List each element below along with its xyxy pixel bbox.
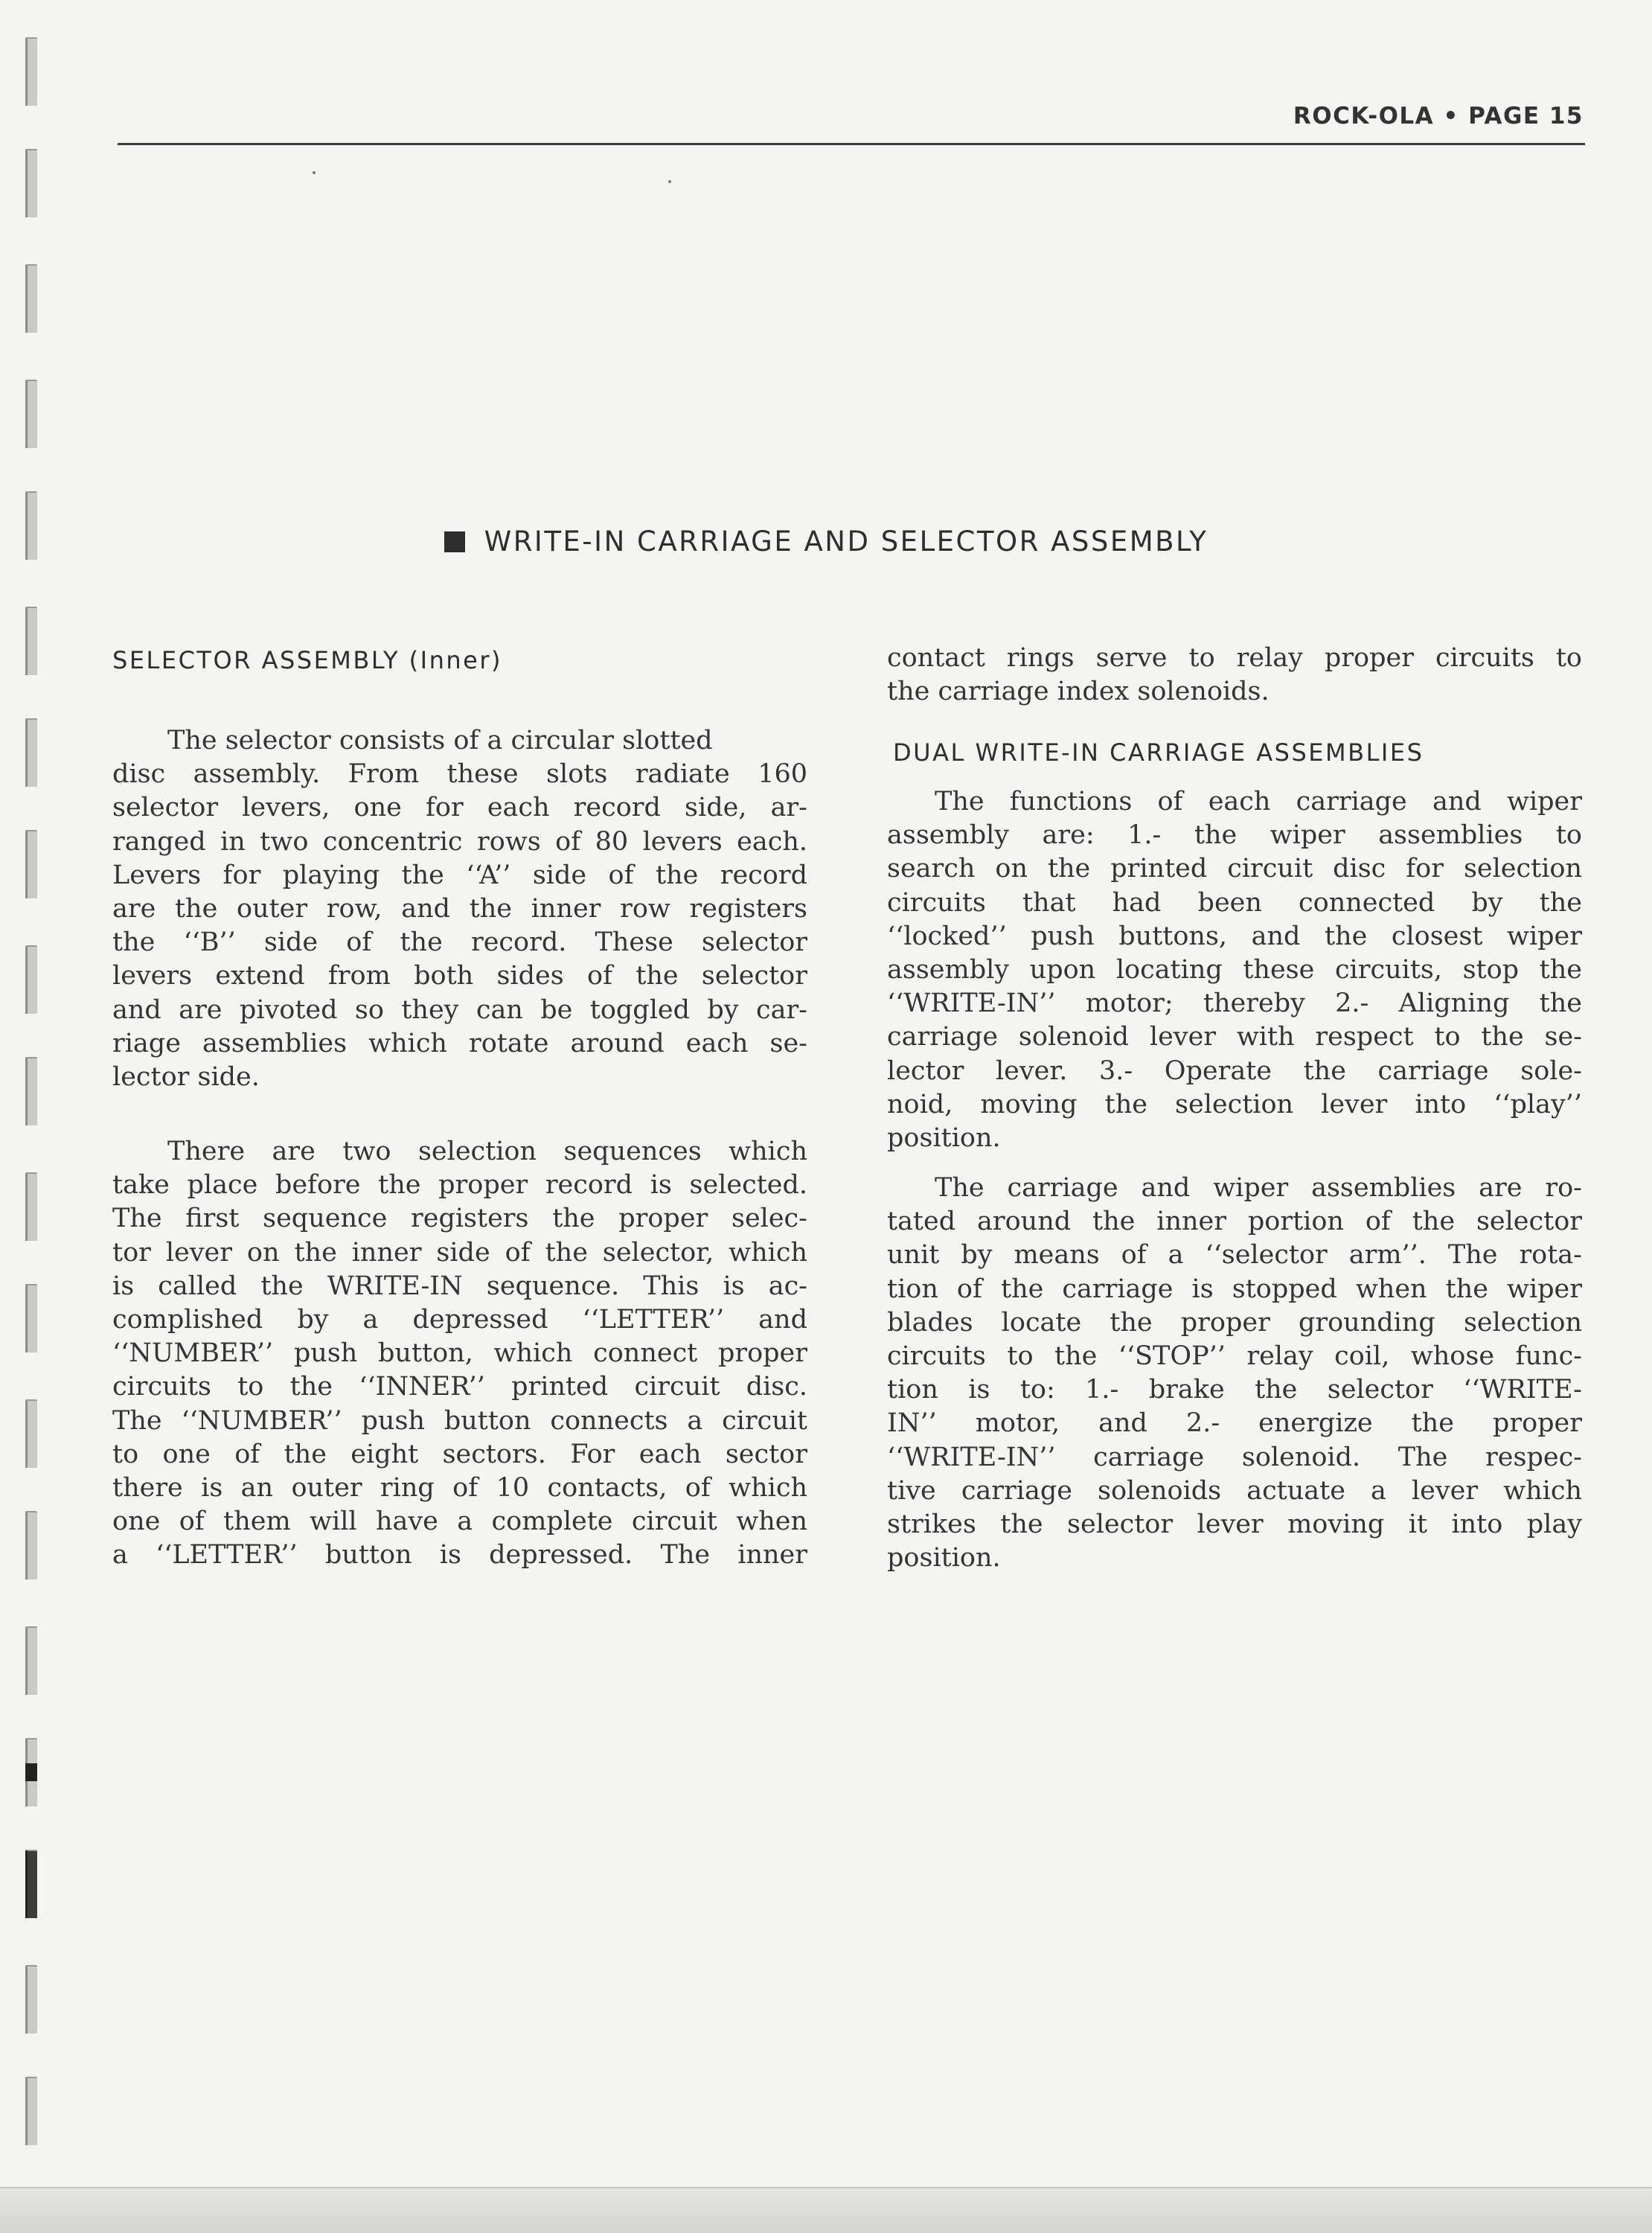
paragraph-continuation (887, 642, 1582, 709)
paragraph (112, 1135, 807, 1573)
text-line: the carriage index solenoids. (887, 677, 1270, 707)
text-line: ‘‘WRITE-IN’’ carriage solenoid. The respec- (887, 1442, 1582, 1472)
text-line: selector levers, one for each record side, ar- (112, 793, 807, 823)
text-line: is called the WRITE-IN sequence. This is ac- (112, 1271, 807, 1301)
binding-hole (25, 945, 37, 1014)
text-line: complished by a depressed ‘‘LETTER’’ and (112, 1305, 807, 1335)
text-line: circuits that had been connected by the (887, 887, 1582, 918)
binding-hole (25, 830, 37, 898)
text-line: there is an outer ring of 10 contacts, of which (112, 1473, 807, 1504)
text-line: blades locate the proper grounding selection (887, 1307, 1582, 1338)
section-heading-text: WRITE-IN CARRIAGE AND SELECTOR ASSEMBLY (484, 525, 1208, 558)
binding-hole (25, 607, 37, 675)
text-line: Levers for playing the ‘‘A’’ side of the record (112, 860, 807, 890)
text-line: a ‘‘LETTER’’ button is depressed. The inner (112, 1540, 807, 1571)
text-line: disc assembly. From these slots radiate 160 (112, 759, 807, 790)
binding-hole (25, 1738, 37, 1806)
text-line: strikes the selector lever moving it into play (887, 1510, 1582, 1540)
running-head: ROCK-OLA • PAGE 15 (1293, 103, 1584, 130)
binding-hole (25, 1850, 37, 1918)
text-line: are the outer row, and the inner row registers (112, 894, 807, 924)
text-line: tion of the carriage is stopped when the wiper (887, 1274, 1582, 1304)
binding-hole (25, 1626, 37, 1695)
paragraph (887, 785, 1582, 1155)
text-line: and are pivoted so they can be toggled by car- (112, 994, 807, 1025)
page-bottom-edge (0, 2187, 1652, 2233)
paper-speck (313, 171, 316, 174)
text-line: contact rings serve to relay proper circuits to (887, 643, 1582, 673)
text-line: There are two selection sequences which (167, 1137, 807, 1166)
text-line: ‘‘NUMBER’’ push button, which connect proper (112, 1338, 807, 1369)
text-line: ‘‘WRITE-IN’’ motor; thereby 2.- Aligning the (887, 988, 1582, 1019)
text-line: ‘‘locked’’ push buttons, and the closest wiper (887, 921, 1582, 951)
text-line: position. (887, 1543, 1001, 1574)
text-line: assembly upon locating these circuits, stop the (887, 955, 1582, 985)
subheading-selector-assembly: SELECTOR ASSEMBLY (Inner) (112, 646, 502, 674)
text-line: one of them will have a complete circuit when (112, 1507, 807, 1537)
text-line: tor lever on the inner side of the selector, which (112, 1237, 807, 1268)
text-line: lector lever. 3.- Operate the carriage sole- (887, 1055, 1582, 1086)
text-line: unit by means of a ‘‘selector arm’’. The rota- (887, 1240, 1582, 1271)
subheading-dual-write-in: DUAL WRITE-IN CARRIAGE ASSEMBLIES (893, 738, 1424, 767)
text-line: tive carriage solenoids actuate a lever which (887, 1475, 1582, 1506)
text-line: tion is to: 1.- brake the selector ‘‘WRITE- (887, 1375, 1582, 1405)
text-line: carriage solenoid lever with respect to the se- (887, 1022, 1582, 1052)
text-line: The selector consists of a circular slotted (167, 726, 713, 755)
text-line: circuits to the ‘‘INNER’’ printed circuit disc. (112, 1372, 807, 1402)
binding-hole (25, 380, 37, 448)
binding-hole (25, 2077, 37, 2145)
binding-hole (25, 1399, 37, 1468)
text-line: assembly are: 1.- the wiper assemblies to (887, 820, 1582, 851)
binding-hole (25, 1172, 37, 1241)
text-line: position. (887, 1123, 1001, 1154)
paper-speck (668, 180, 671, 183)
binding-hole (25, 264, 37, 333)
text-line: circuits to the ‘‘STOP’’ relay coil, whose func- (887, 1341, 1582, 1372)
text-line: search on the printed circuit disc for selection (887, 854, 1582, 884)
text-line: The first sequence registers the proper selec- (112, 1204, 807, 1234)
spiral-binding (0, 0, 45, 2233)
paragraph (112, 724, 807, 1094)
binding-hole (25, 37, 37, 106)
text-line: riage assemblies which rotate around each se- (112, 1028, 807, 1058)
binding-hole (25, 1965, 37, 2034)
text-line: ranged in two concentric rows of 80 levers each. (112, 826, 807, 857)
text-line: to one of the eight sectors. For each sector (112, 1439, 807, 1469)
text-line: levers extend from both sides of the selector (112, 961, 807, 991)
text-line: noid, moving the selection lever into ‘‘play’’ (887, 1089, 1582, 1119)
text-line: IN’’ motor, and 2.- energize the proper (887, 1408, 1582, 1439)
binding-hole (25, 1284, 37, 1352)
square-bullet-icon (444, 531, 465, 552)
section-heading (0, 525, 1652, 558)
binding-hole (25, 1511, 37, 1579)
binding-hole (25, 1057, 37, 1125)
header-rule (118, 143, 1585, 145)
text-line: tated around the inner portion of the selector (887, 1207, 1582, 1237)
text-line: the ‘‘B’’ side of the record. These selector (112, 927, 807, 958)
text-line: The carriage and wiper assemblies are ro- (935, 1173, 1582, 1203)
binding-hole (25, 718, 37, 787)
text-line: lector side. (112, 1062, 260, 1093)
binding-hole (25, 149, 37, 217)
text-line: The ‘‘NUMBER’’ push button connects a circuit (112, 1405, 807, 1436)
text-line: take place before the proper record is selected. (112, 1170, 807, 1201)
paragraph (887, 1172, 1582, 1575)
text-line: The functions of each carriage and wiper (935, 787, 1582, 817)
